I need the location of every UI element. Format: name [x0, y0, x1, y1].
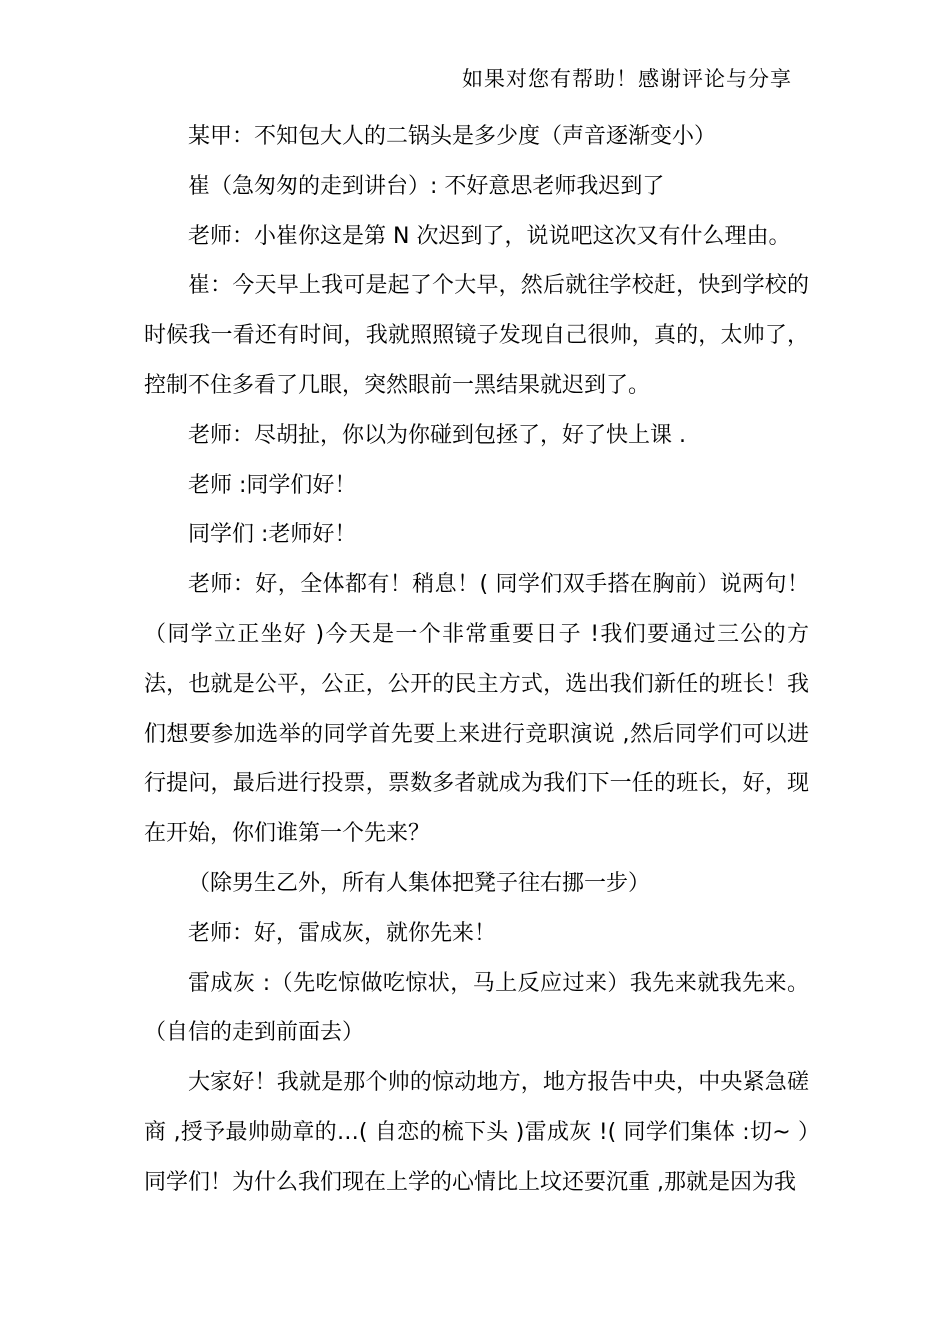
paragraph: 雷成灰 :（先吃惊做吃惊状，马上反应过来）我先来就我先来。（自信的走到前面去）	[144, 970, 809, 1046]
paragraph: （除男生乙外，所有人集体把凳子往右挪一步）	[188, 870, 651, 896]
paragraph: 老师：尽胡扯，你以为你碰到包拯了，好了快上课 .	[188, 422, 686, 448]
paragraph: 老师：好，全体都有！稍息！( 同学们双手搭在胸前）说两句！（同学立正坐好 )今天是一个非常重要日子 !我们要通过三公的方法，也就是公平，公正，公开的民主方式，选出我们新任的班长！我们想要参加选举的同学首先要上来进行竞职演说 ,然后同学们可以进行提问，最后进行投票，票数多者就成为我们下一任的班长，好，现在开始，你们谁第一个先来？	[144, 572, 809, 847]
paragraph: 大家好！我就是那个帅的惊动地方，地方报告中央，中央紧急磋商 ,授予最帅勋章的…( 自恋的梳下头 )雷成灰 !( 同学们集体 :切~ ）同学们！为什么我们现在上学的心情比上坟还要沉重 ,那就是因为我	[144, 1070, 809, 1195]
paragraph: 同学们 :老师好！	[188, 522, 357, 548]
document-body	[144, 112, 809, 1208]
paragraph: 老师：小崔你这是第 N 次迟到了，说说吧这次又有什么理由。	[188, 223, 791, 249]
paragraph: 老师：好，雷成灰，就你先来！	[188, 920, 497, 946]
paragraph: 某甲：不知包大人的二锅头是多少度（声音逐渐变小）	[188, 124, 717, 149]
paragraph: 崔（急匆匆的走到讲台）: 不好意思老师我迟到了	[188, 173, 665, 199]
page-header-note: 如果对您有帮助！感谢评论与分享	[462, 67, 792, 91]
paragraph: 老师 :同学们好！	[188, 472, 357, 498]
paragraph: 崔：今天早上我可是起了个大早，然后就往学校赶，快到学校的时候我一看还有时间，我就照照镜子发现自己很帅，真的，太帅了，控制不住多看了几眼，突然眼前一黑结果就迟到了。	[144, 273, 809, 398]
